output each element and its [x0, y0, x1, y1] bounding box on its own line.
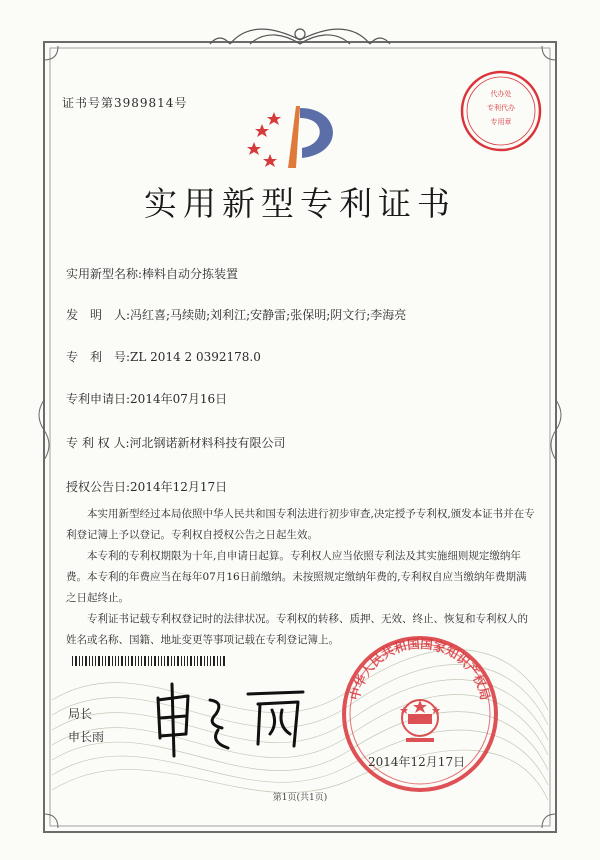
field-application-date: [66, 390, 227, 407]
field-label: 实用新型名称:: [66, 267, 143, 281]
field-patent-number: [66, 348, 261, 365]
signatory-name: 申长雨: [68, 730, 105, 744]
field-grant-date: [66, 478, 227, 495]
certificate-title: 实用新型专利证书: [144, 184, 456, 223]
field-value: ZL 2014 2 0392178.0: [130, 350, 261, 364]
barcode: [72, 656, 227, 666]
field-label: 专 利 号:: [66, 350, 131, 364]
agent-seal-stamp: [458, 68, 544, 154]
svg-text:专利代办: 专利代办: [487, 104, 515, 112]
field-value: 棒料自动分拣装置: [142, 267, 239, 281]
seal-date: 2014年12月17日: [368, 755, 466, 769]
seal-arc-text: 中华人民共和国国家知识产权局: [346, 636, 494, 702]
field-label: 发 明 人:: [66, 308, 131, 322]
certificate-number: 证书号第3989814号: [62, 96, 188, 110]
field-value: 2014年12月17日: [130, 480, 228, 494]
field-label: 专利申请日:: [66, 392, 131, 406]
svg-text:代办处: 代办处: [490, 90, 512, 98]
body-paragraph: 本实用新型经过本局依照中华人民共和国专利法进行初步审查,决定授予专利权,颁发本证书并在专利登记簿上予以登记。专利权自授权公告之日起生效。: [66, 508, 535, 541]
svg-text:专用章: 专用章: [490, 118, 512, 126]
svg-text:中华人民共和国国家知识产权局: [347, 636, 494, 702]
certificate-body: [66, 504, 536, 651]
field-patentee: [66, 434, 286, 451]
field-utility-model-name: [66, 265, 238, 282]
official-seal-stamp: [340, 634, 500, 794]
sipo-logo-icon: [246, 98, 346, 170]
signatory-title: 局长: [68, 707, 93, 721]
field-value: 2014年07月16日: [130, 392, 228, 406]
page-footer: 第1页(共1页): [272, 793, 328, 803]
body-paragraph: 本专利的专利权期限为十年,自申请日起算。专利权人应当依照专利法及其实施细则规定缴纳年费。本专利的年费应当在每年07月16日前缴纳。未按照规定缴纳年费的,专利权自应当缴纳年费期满之日起终止。: [66, 550, 527, 604]
body-paragraph: 专利证书记载专利权登记时的法律状况。专利权的转移、质押、无效、终止、恢复和专利权人的姓名或名称、国籍、地址变更等事项记载在专利登记簿上。: [66, 613, 528, 646]
field-inventors: [66, 306, 406, 323]
field-value: 冯红喜;马续勋;刘利江;安静雷;张保明;阴文行;李海亮: [130, 308, 407, 322]
handwritten-signature: [148, 680, 318, 760]
field-label: 授权公告日:: [66, 480, 131, 494]
field-value: 河北钢诺新材料科技有限公司: [129, 436, 286, 450]
field-label: 专 利 权 人:: [66, 436, 130, 450]
